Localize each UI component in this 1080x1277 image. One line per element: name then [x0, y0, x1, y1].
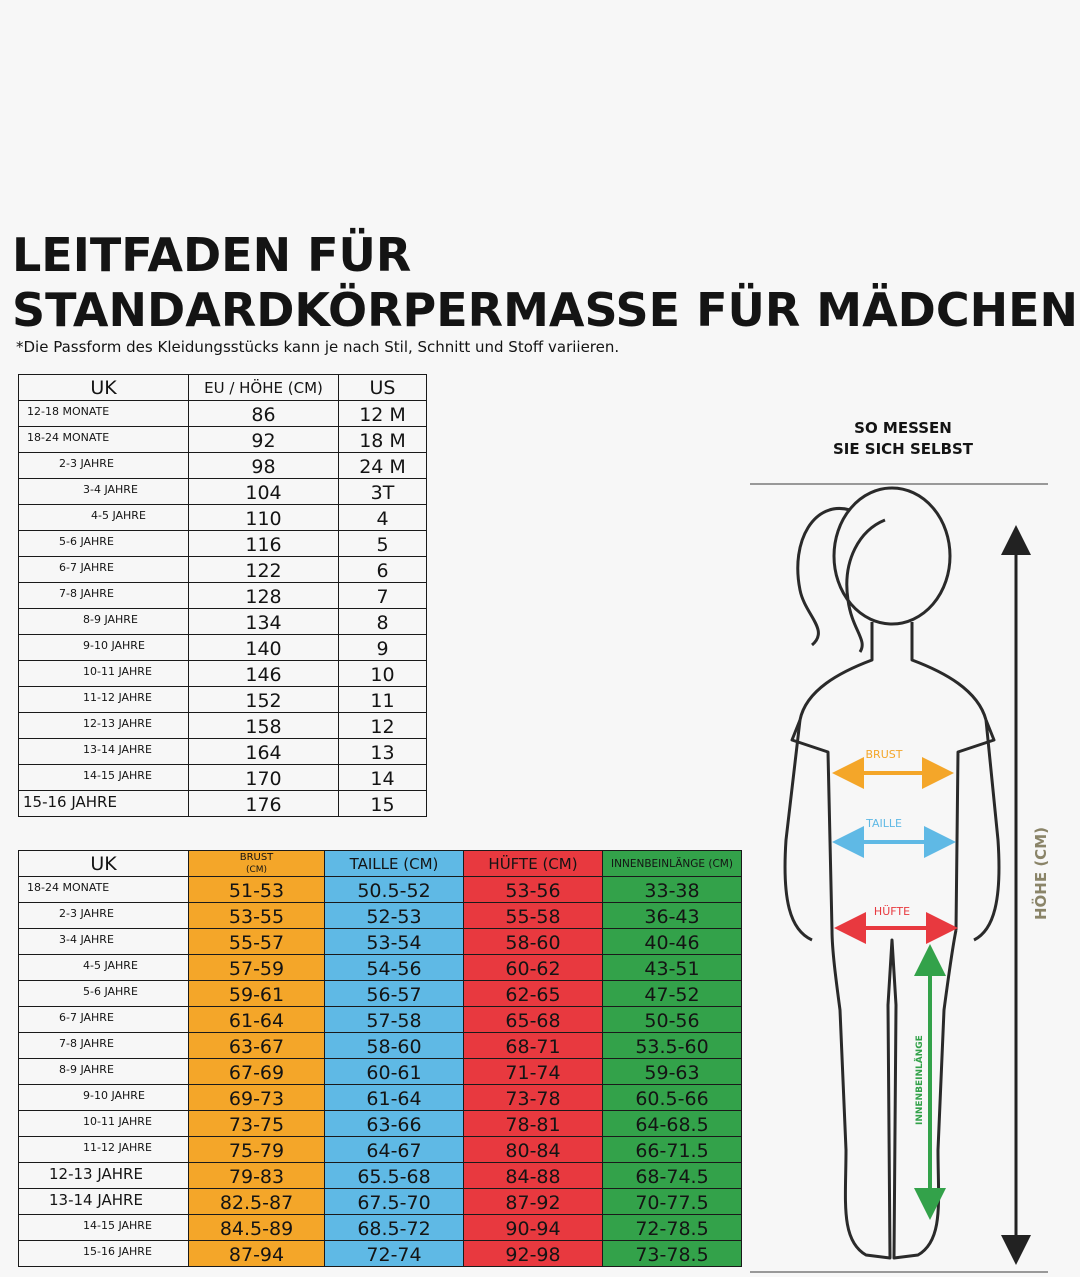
size-table-row — [19, 609, 427, 635]
cell-uk: 14-15 JAHRE — [19, 765, 189, 791]
heading-line-1: SO MESSEN — [854, 419, 952, 437]
cell-uk: 2-3 JAHRE — [19, 903, 189, 929]
cell-huefte: 78-81 — [464, 1111, 603, 1137]
measure-table-row — [19, 1033, 742, 1059]
cell-eu-height: 134 — [189, 609, 339, 635]
measure-table-row — [19, 929, 742, 955]
cell-eu-height: 86 — [189, 401, 339, 427]
cell-us: 24 M — [339, 453, 427, 479]
measure-table-row — [19, 981, 742, 1007]
cell-taille: 60-61 — [325, 1059, 464, 1085]
cell-innenbein: 68-74.5 — [603, 1163, 742, 1189]
cell-innenbein: 66-71.5 — [603, 1137, 742, 1163]
cell-uk: 14-15 JAHRE — [19, 1215, 189, 1241]
cell-uk: 5-6 JAHRE — [19, 531, 189, 557]
cell-eu-height: 146 — [189, 661, 339, 687]
cell-taille: 72-74 — [325, 1241, 464, 1267]
cell-brust: 53-55 — [189, 903, 325, 929]
measure-table-row — [19, 1215, 742, 1241]
cell-uk: 4-5 JAHRE — [19, 955, 189, 981]
measure-table-row — [19, 955, 742, 981]
cell-brust: 73-75 — [189, 1111, 325, 1137]
cell-innenbein: 43-51 — [603, 955, 742, 981]
cell-uk: 18-24 MONATE — [19, 427, 189, 453]
cell-uk: 12-13 JAHRE — [19, 1163, 189, 1189]
cell-uk: 3-4 JAHRE — [19, 929, 189, 955]
cell-us: 13 — [339, 739, 427, 765]
label-taille: TAILLE — [866, 817, 902, 830]
cell-eu-height: 116 — [189, 531, 339, 557]
measure-table-row — [19, 1137, 742, 1163]
cell-huefte: 62-65 — [464, 981, 603, 1007]
cell-uk: 6-7 JAHRE — [19, 557, 189, 583]
size-table-row — [19, 661, 427, 687]
size-table-row — [19, 739, 427, 765]
cell-innenbein: 36-43 — [603, 903, 742, 929]
cell-eu-height: 122 — [189, 557, 339, 583]
size-table-row — [19, 505, 427, 531]
cell-brust: 75-79 — [189, 1137, 325, 1163]
cell-uk: 4-5 JAHRE — [19, 505, 189, 531]
cell-innenbein: 70-77.5 — [603, 1189, 742, 1215]
cell-huefte: 65-68 — [464, 1007, 603, 1033]
cell-huefte: 80-84 — [464, 1137, 603, 1163]
label-brust: BRUST — [865, 748, 903, 761]
fit-note: *Die Passform des Kleidungsstücks kann je nach Stil, Schnitt und Stoff variieren. — [16, 338, 620, 356]
cell-eu-height: 140 — [189, 635, 339, 661]
col-header-taille: TAILLE (CM) — [325, 851, 464, 877]
cell-uk: 11-12 JAHRE — [19, 687, 189, 713]
label-innenbein: INNENBEINLÄNGE — [915, 1035, 925, 1125]
cell-brust: 63-67 — [189, 1033, 325, 1059]
cell-uk: 15-16 JAHRE — [19, 791, 189, 817]
size-table-row — [19, 713, 427, 739]
measure-table-row — [19, 1241, 742, 1267]
cell-brust: 87-94 — [189, 1241, 325, 1267]
cell-innenbein: 72-78.5 — [603, 1215, 742, 1241]
cell-us: 15 — [339, 791, 427, 817]
measure-table-row — [19, 1059, 742, 1085]
size-table-row — [19, 687, 427, 713]
label-hoehe: HÖHE (CM) — [1032, 827, 1050, 920]
cell-huefte: 68-71 — [464, 1033, 603, 1059]
measure-table-row — [19, 1007, 742, 1033]
cell-us: 12 M — [339, 401, 427, 427]
cell-us: 5 — [339, 531, 427, 557]
cell-huefte: 90-94 — [464, 1215, 603, 1241]
cell-taille: 54-56 — [325, 955, 464, 981]
cell-brust: 82.5-87 — [189, 1189, 325, 1215]
title-line-2: STANDARDKÖRPERMASSE FÜR MÄDCHEN — [12, 283, 1079, 337]
body-measurement-table — [18, 850, 742, 1267]
cell-uk: 7-8 JAHRE — [19, 583, 189, 609]
size-table-row — [19, 453, 427, 479]
cell-eu-height: 176 — [189, 791, 339, 817]
measure-table-row — [19, 1085, 742, 1111]
cell-brust: 69-73 — [189, 1085, 325, 1111]
cell-taille: 52-53 — [325, 903, 464, 929]
cell-us: 6 — [339, 557, 427, 583]
cell-taille: 61-64 — [325, 1085, 464, 1111]
cell-brust: 59-61 — [189, 981, 325, 1007]
cell-huefte: 60-62 — [464, 955, 603, 981]
cell-brust: 51-53 — [189, 877, 325, 903]
cell-uk: 9-10 JAHRE — [19, 1085, 189, 1111]
size-table-row — [19, 401, 427, 427]
cell-uk: 13-14 JAHRE — [19, 1189, 189, 1215]
measure-table-row — [19, 903, 742, 929]
cell-uk: 18-24 MONATE — [19, 877, 189, 903]
col-header-brust — [189, 851, 325, 877]
cell-taille: 53-54 — [325, 929, 464, 955]
cell-us: 3T — [339, 479, 427, 505]
girl-silhouette-diagram — [748, 410, 1068, 1277]
cell-innenbein: 59-63 — [603, 1059, 742, 1085]
cell-uk: 7-8 JAHRE — [19, 1033, 189, 1059]
size-table-row — [19, 583, 427, 609]
cell-us: 12 — [339, 713, 427, 739]
cell-taille: 58-60 — [325, 1033, 464, 1059]
cell-uk: 13-14 JAHRE — [19, 739, 189, 765]
col-header-uk: UK — [19, 375, 189, 401]
cell-huefte: 84-88 — [464, 1163, 603, 1189]
cell-huefte: 92-98 — [464, 1241, 603, 1267]
measure-table-row — [19, 1111, 742, 1137]
size-table-row — [19, 791, 427, 817]
cell-innenbein: 40-46 — [603, 929, 742, 955]
cell-huefte: 71-74 — [464, 1059, 603, 1085]
cell-brust: 84.5-89 — [189, 1215, 325, 1241]
measure-table-row — [19, 877, 742, 903]
cell-eu-height: 98 — [189, 453, 339, 479]
cell-innenbein: 60.5-66 — [603, 1085, 742, 1111]
size-table-row — [19, 635, 427, 661]
cell-eu-height: 92 — [189, 427, 339, 453]
cell-eu-height: 158 — [189, 713, 339, 739]
cell-taille: 56-57 — [325, 981, 464, 1007]
cell-uk: 9-10 JAHRE — [19, 635, 189, 661]
cell-uk: 12-13 JAHRE — [19, 713, 189, 739]
cell-brust: 67-69 — [189, 1059, 325, 1085]
cell-uk: 8-9 JAHRE — [19, 1059, 189, 1085]
cell-brust: 57-59 — [189, 955, 325, 981]
measure-table-row — [19, 1189, 742, 1215]
col-header-uk: UK — [19, 851, 189, 877]
brust-header-label: BRUST — [239, 851, 274, 863]
measure-table-header — [19, 851, 742, 877]
cell-uk: 11-12 JAHRE — [19, 1137, 189, 1163]
cell-uk: 2-3 JAHRE — [19, 453, 189, 479]
cell-innenbein: 53.5-60 — [603, 1033, 742, 1059]
cell-innenbein: 73-78.5 — [603, 1241, 742, 1267]
cell-us: 8 — [339, 609, 427, 635]
cell-taille: 50.5-52 — [325, 877, 464, 903]
cell-innenbein: 47-52 — [603, 981, 742, 1007]
cell-us: 14 — [339, 765, 427, 791]
cell-taille: 64-67 — [325, 1137, 464, 1163]
col-header-huefte: HÜFTE (CM) — [464, 851, 603, 877]
cell-taille: 67.5-70 — [325, 1189, 464, 1215]
cell-uk: 15-16 JAHRE — [19, 1241, 189, 1267]
cell-us: 4 — [339, 505, 427, 531]
cell-brust: 55-57 — [189, 929, 325, 955]
col-header-innenbein: INNENBEINLÄNGE (CM) — [603, 851, 742, 877]
col-header-us: US — [339, 375, 427, 401]
cell-taille: 65.5-68 — [325, 1163, 464, 1189]
col-header-eu: EU / HÖHE (CM) — [189, 375, 339, 401]
size-table-row — [19, 557, 427, 583]
heading-line-2: SIE SICH SELBST — [832, 440, 974, 458]
cell-uk: 5-6 JAHRE — [19, 981, 189, 1007]
cell-us: 18 M — [339, 427, 427, 453]
cell-uk: 10-11 JAHRE — [19, 661, 189, 687]
silhouette-outline — [785, 488, 999, 1258]
cell-brust: 61-64 — [189, 1007, 325, 1033]
brust-header-unit: (CM) — [245, 864, 268, 875]
cell-eu-height: 110 — [189, 505, 339, 531]
size-table-row — [19, 427, 427, 453]
size-table-row — [19, 765, 427, 791]
cell-eu-height: 104 — [189, 479, 339, 505]
cell-us: 10 — [339, 661, 427, 687]
cell-eu-height: 152 — [189, 687, 339, 713]
cell-uk: 8-9 JAHRE — [19, 609, 189, 635]
cell-huefte: 53-56 — [464, 877, 603, 903]
measure-table-row — [19, 1163, 742, 1189]
cell-taille: 57-58 — [325, 1007, 464, 1033]
label-huefte: HÜFTE — [873, 905, 911, 918]
cell-us: 11 — [339, 687, 427, 713]
cell-huefte: 87-92 — [464, 1189, 603, 1215]
cell-us: 9 — [339, 635, 427, 661]
page-title — [12, 228, 1078, 338]
cell-uk: 10-11 JAHRE — [19, 1111, 189, 1137]
cell-innenbein: 33-38 — [603, 877, 742, 903]
size-table-header — [19, 375, 427, 401]
cell-uk: 6-7 JAHRE — [19, 1007, 189, 1033]
cell-taille: 68.5-72 — [325, 1215, 464, 1241]
size-table-row — [19, 531, 427, 557]
cell-innenbein: 50-56 — [603, 1007, 742, 1033]
cell-eu-height: 128 — [189, 583, 339, 609]
cell-uk: 3-4 JAHRE — [19, 479, 189, 505]
cell-huefte: 58-60 — [464, 929, 603, 955]
cell-huefte: 73-78 — [464, 1085, 603, 1111]
cell-huefte: 55-58 — [464, 903, 603, 929]
size-conversion-table — [18, 374, 427, 817]
cell-uk: 12-18 MONATE — [19, 401, 189, 427]
cell-brust: 79-83 — [189, 1163, 325, 1189]
cell-taille: 63-66 — [325, 1111, 464, 1137]
size-table-row — [19, 479, 427, 505]
cell-us: 7 — [339, 583, 427, 609]
title-line-1: LEITFADEN FÜR — [12, 228, 412, 282]
cell-eu-height: 164 — [189, 739, 339, 765]
cell-innenbein: 64-68.5 — [603, 1111, 742, 1137]
cell-eu-height: 170 — [189, 765, 339, 791]
